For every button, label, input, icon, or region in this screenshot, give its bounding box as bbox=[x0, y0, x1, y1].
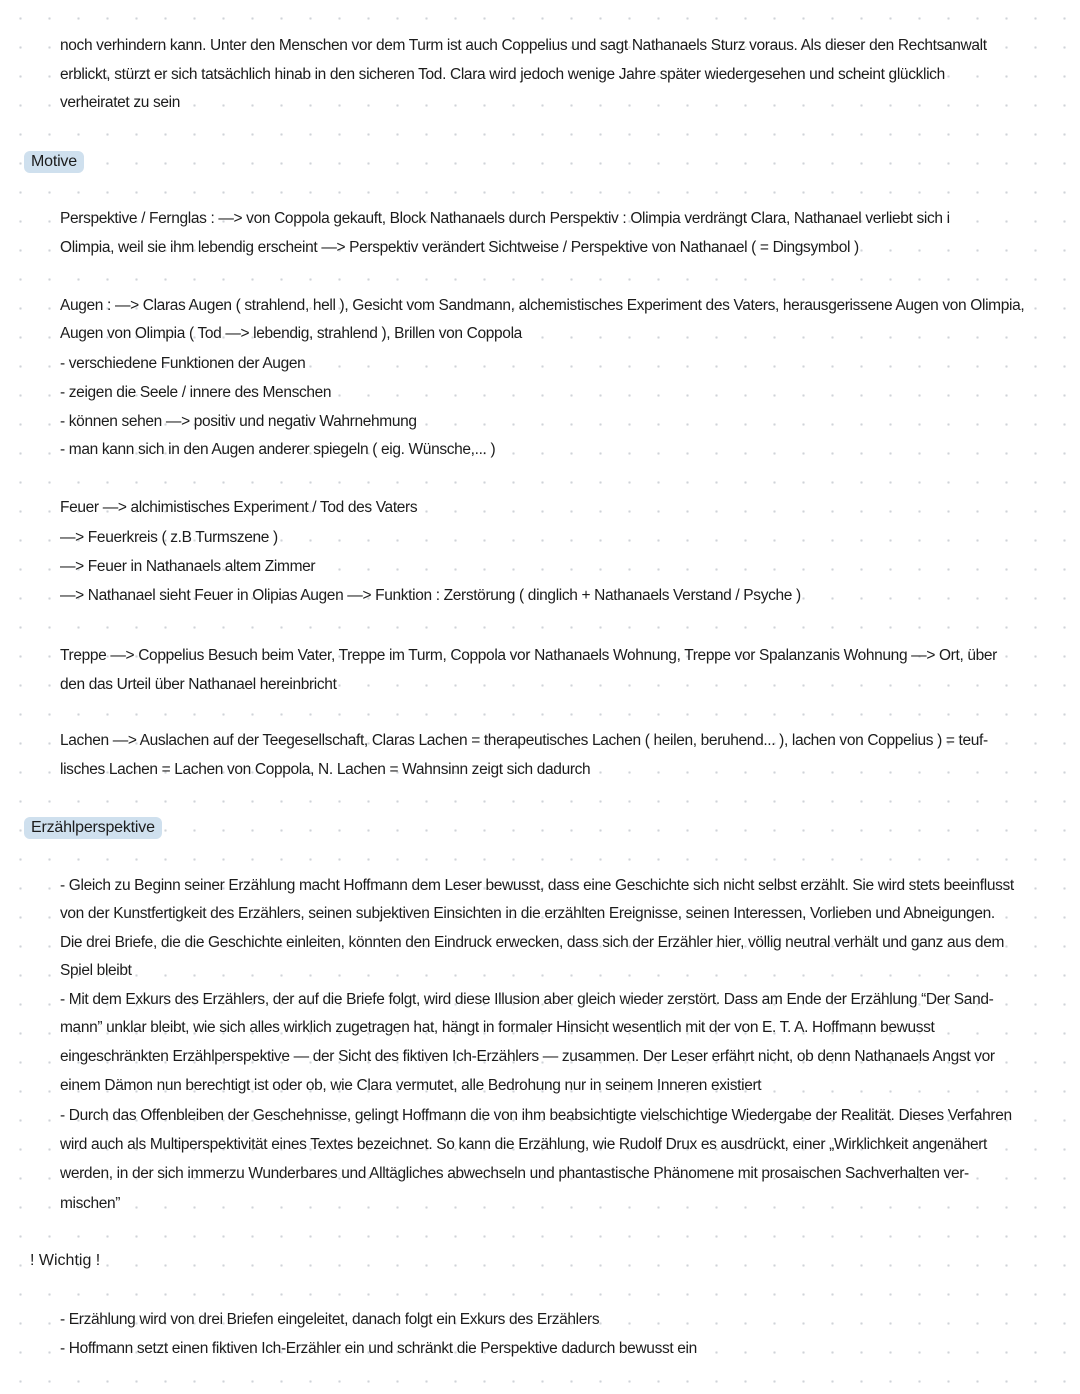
erzaehl-line: eingeschränkten Erzählperspektive — der Sicht des fiktiven Ich-Erzählers — zusammen. Der Leser erfährt nicht, ob denn Nathanaels Angst vor bbox=[60, 1048, 995, 1065]
motive-line: —> Feuer in Nathanaels altem Zimmer bbox=[60, 558, 316, 575]
motive-line: - verschiedene Funktionen der Augen bbox=[60, 355, 306, 372]
motive-line: - zeigen die Seele / innere des Menschen bbox=[60, 384, 332, 401]
motive-line: Augen : —> Claras Augen ( strahlend, hell ), Gesicht vom Sandmann, alchemistisches Experiment des Vaters, herausgerissene Augen von Olimpia, bbox=[60, 297, 1025, 314]
intro-line: noch verhindern kann. Unter den Menschen vor dem Turm ist auch Coppelius und sagt Nathanaels Sturz voraus. Als dieser den Rechtsanwalt bbox=[60, 37, 987, 54]
wichtig-line: - Erzählung wird von drei Briefen eingeleitet, danach folgt ein Exkurs des Erzählers bbox=[60, 1311, 600, 1328]
section-heading-erzaehlperspektive: Erzählperspektive bbox=[24, 817, 162, 839]
erzaehl-line: - Gleich zu Beginn seiner Erzählung macht Hoffmann dem Leser bewusst, dass eine Geschichte sich nicht selbst erzählt. Sie wird stets beeinflusst bbox=[60, 877, 1014, 894]
motive-line: Olimpia, weil sie ihm lebendig erscheint —> Perspektiv verändert Sichtweise / Perspektive von Nathanael ( = Dingsymbol ) bbox=[60, 239, 859, 256]
erzaehl-line: mann” unklar bleibt, wie sich alles wirklich zugetragen hat, hängt in formaler Hinsicht wesentlich mit der von E. T. A. Hoffmann bewusst bbox=[60, 1019, 935, 1036]
wichtig-line: - Hoffmann setzt einen fiktiven Ich-Erzähler ein und schränkt die Perspektive dadurch bewusst ein bbox=[60, 1340, 697, 1357]
motive-line: - können sehen —> positiv und negativ Wahrnehmung bbox=[60, 413, 417, 430]
motive-line: den das Urteil über Nathanael hereinbricht bbox=[60, 676, 337, 693]
erzaehl-line: mischen” bbox=[60, 1195, 121, 1212]
intro-line: verheiratet zu sein bbox=[60, 94, 180, 111]
motive-line: Augen von Olimpia ( Tod —> lebendig, strahlend ), Brillen von Coppola bbox=[60, 325, 522, 342]
section-heading-motive: Motive bbox=[24, 151, 84, 173]
motive-line: —> Feuerkreis ( z.B Turmszene ) bbox=[60, 529, 278, 546]
erzaehl-line: einem Dämon nun berechtigt ist oder ob, wie Clara vermutet, alle Bedrohung nur in seinem Inneren existiert bbox=[60, 1077, 762, 1094]
motive-line: Feuer —> alchimistisches Experiment / Tod des Vaters bbox=[60, 499, 418, 516]
erzaehl-line: von der Kunstfertigkeit des Erzählers, seinen subjektiven Einsichten in die erzählten Ereignisse, seinen Interessen, Vorlieben und Abneigungen. bbox=[60, 905, 995, 922]
erzaehl-line: - Mit dem Exkurs des Erzählers, der auf die Briefe folgt, wird diese Illusion aber gleich wieder zerstört. Dass am Ende der Erzählung “Der Sand- bbox=[60, 991, 994, 1008]
motive-line: - man kann sich in den Augen anderer spiegeln ( eig. Wünsche,... ) bbox=[60, 441, 496, 458]
motive-line: Lachen —> Auslachen auf der Teegesellschaft, Claras Lachen = therapeutisches Lachen ( heilen, beruhend... ), lachen von Coppelius ) = teuf- bbox=[60, 732, 988, 749]
erzaehl-line: Die drei Briefe, die die Geschichte einleiten, könnten den Eindruck erwecken, dass sich der Erzähler hier, völlig neutral verhält und ganz aus dem bbox=[60, 934, 1005, 951]
motive-line: Perspektive / Fernglas : —> von Coppola gekauft, Block Nathanaels durch Perspektiv : Olimpia verdrängt Clara, Nathanael verliebt sich i bbox=[60, 210, 950, 227]
erzaehl-line: werden, in der sich immerzu Wunderbares und Alltägliches abwechseln und phantastische Phänomene mit prosaischen Sachverhalten ver- bbox=[60, 1165, 969, 1182]
erzaehl-line: wird auch als Multiperspektivität eines Textes bezeichnet. So kann die Erzählung, wie Rudolf Drux es ausdrückt, einer „Wirklichkeit angenähert bbox=[60, 1136, 987, 1153]
intro-line: erblickt, stürzt er sich tatsächlich hinab in den sicheren Tod. Clara wird jedoch wenige Jahre später wiedergesehen und scheint glücklich bbox=[60, 66, 945, 83]
motive-line: —> Nathanael sieht Feuer in Olipias Augen —> Funktion : Zerstörung ( dinglich + Nathanaels Verstand / Psyche ) bbox=[60, 587, 801, 604]
erzaehl-line: Spiel bleibt bbox=[60, 962, 132, 979]
section-heading-wichtig: ! Wichtig ! bbox=[30, 1252, 101, 1269]
motive-line: lisches Lachen = Lachen von Coppola, N. Lachen = Wahnsinn zeigt sich dadurch bbox=[60, 761, 591, 778]
motive-line: Treppe —> Coppelius Besuch beim Vater, Treppe im Turm, Coppola vor Nathanaels Wohnung, Treppe vor Spalanzanis Wohnung —> Ort, über bbox=[60, 647, 997, 664]
erzaehl-line: - Durch das Offenbleiben der Geschehnisse, gelingt Hoffmann die von ihm beabsichtigte vielschichtige Wiedergabe der Realität. Dieses Verfahren bbox=[60, 1107, 1012, 1124]
